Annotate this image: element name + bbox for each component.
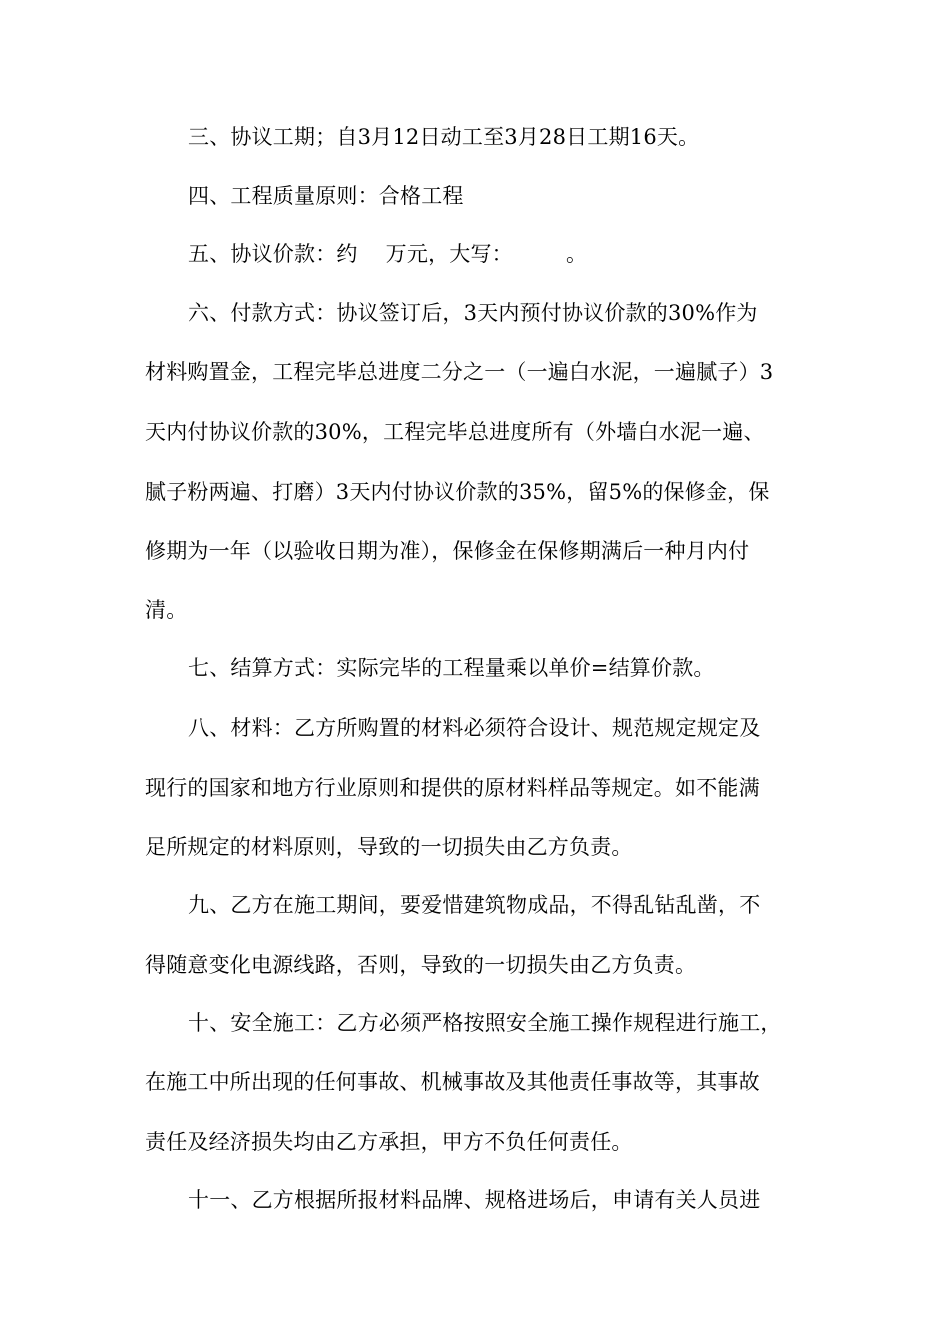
clause-8-line-3: 足所规定的材料原则，导致的一切损失由乙方负责。 xyxy=(145,835,633,859)
clause-6-line-4: 腻子粉两遍、打磨）3天内付协议价款的35%，留5%的保修金，保 xyxy=(145,480,770,504)
clause-9-line-2: 得随意变化电源线路，否则，导致的一切损失由乙方负责。 xyxy=(145,953,697,977)
clause-10-line-1: 十、安全施工：乙方必须严格按照安全施工操作规程进行施工， xyxy=(188,1011,782,1035)
clause-10-line-2: 在施工中所出现的任何事故、机械事故及其他责任事故等，其事故 xyxy=(145,1070,760,1094)
clause-6-line-5: 修期为一年（以验收日期为准），保修金在保修期满后一种月内付 xyxy=(145,539,750,563)
clause-7-line: 七、结算方式：实际完毕的工程量乘以单价=结算价款。 xyxy=(188,656,715,680)
clause-10-line-3: 责任及经济损失均由乙方承担，甲方不负任何责任。 xyxy=(145,1130,633,1154)
clause-6-line-2: 材料购置金，工程完毕总进度二分之一（一遍白水泥，一遍腻子）3 xyxy=(145,360,774,384)
clause-6-line-6: 清。 xyxy=(145,598,188,622)
clause-6-line-1: 六、付款方式：协议签订后，3天内预付协议价款的30%作为 xyxy=(188,301,758,325)
clause-8-line-2: 现行的国家和地方行业原则和提供的原材料样品等规定。如不能满 xyxy=(145,776,760,800)
clause-3-line: 三、协议工期；自3月12日动工至3月28日工期16天。 xyxy=(188,125,700,149)
clause-5-line: 五、协议价款：约 万元，大写： 。 xyxy=(188,242,588,266)
clause-9-line-1: 九、乙方在施工期间，要爱惜建筑物成品，不得乱钻乱凿，不 xyxy=(188,893,761,917)
clause-4-line: 四、工程质量原则：合格工程 xyxy=(188,184,464,208)
clause-11-line-1: 十一、乙方根据所报材料品牌、规格进场后，申请有关人员进 xyxy=(188,1188,761,1212)
clause-8-line-1: 八、材料：乙方所购置的材料必须符合设计、规范规定规定及 xyxy=(188,716,761,740)
clause-6-line-3: 天内付协议价款的30%，工程完毕总进度所有（外墙白水泥一遍、 xyxy=(145,420,765,444)
